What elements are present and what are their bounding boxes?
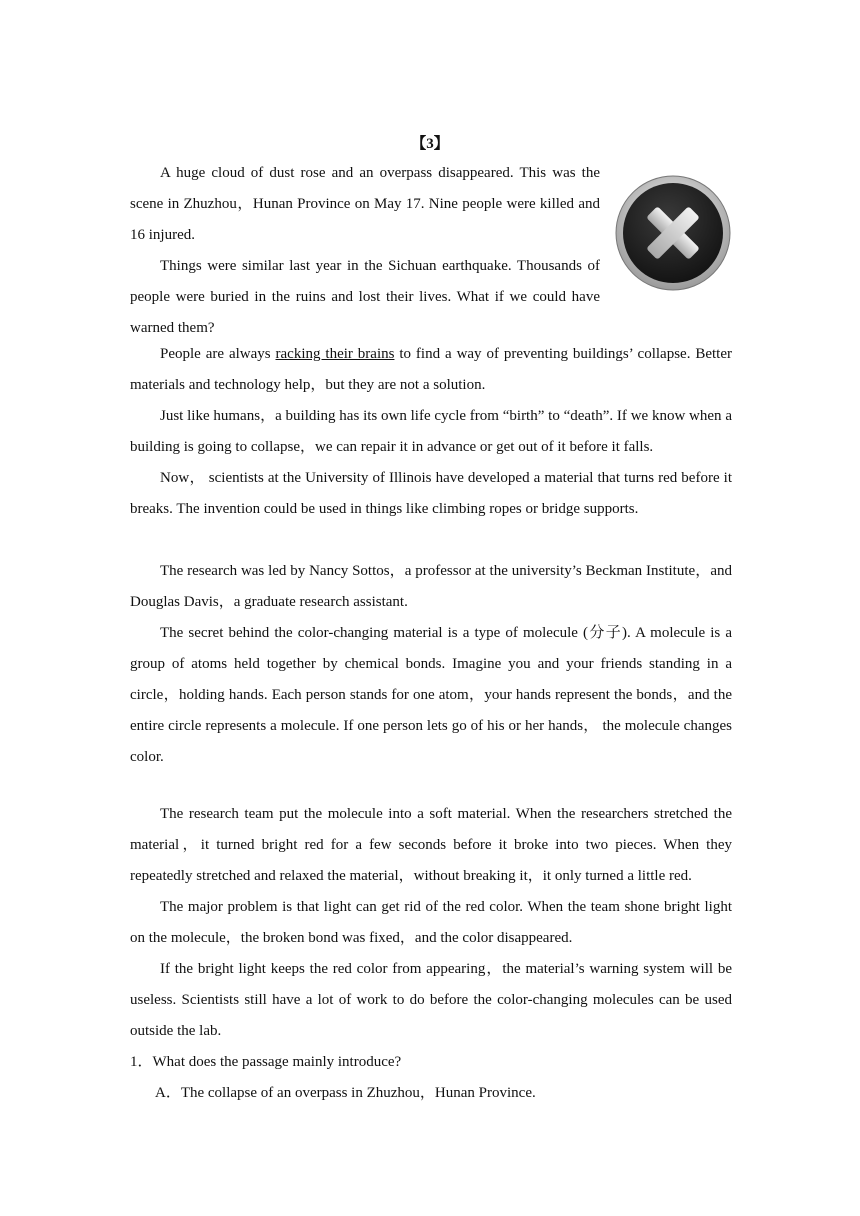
paragraph-9: The major problem is that light can get rid of the red color. When the team shone bright light on the molecule，the broken bond was fixed，and the color disappeared. [130,899,732,946]
paragraph-2: Things were similar last year in the Sichuan earthquake. Thousands of people were buried in the ruins and lost their lives. What if we could have warned them? [130,258,600,336]
paragraph-7: The secret behind the color-changing material is a type of molecule (分子). A molecule is a group of atoms held together by chemical bonds. Imagine you and your friends standing in a circle，holding hands. Each person stands for one atom，your hands represent the bonds，and the entire circle represents a molecule. If one person lets go of his or her hands， the molecule changes color. [130,625,732,765]
paragraph-1: A huge cloud of dust rose and an overpass disappeared. This was the scene in Zhuzhou，Hunan Province on May 17. Nine people were killed and 16 injured. [130,165,600,243]
question-1-option-a: A．The collapse of an overpass in Zhuzhou，Hunan Province. [155,1085,536,1101]
underlined-phrase: racking their brains [275,346,395,362]
paragraph-6: The research was led by Nancy Sottos，a professor at the university’s Beckman Institute，and Douglas Davis，a graduate research assistant. [130,563,732,610]
section-heading: 【3】 [411,136,449,152]
broken-image-x-icon [614,174,732,292]
paragraph-5: Now， scientists at the University of Illinois have developed a material that turns red before it breaks. The invention could be used in things like climbing ropes or bridge supports. [130,470,732,517]
paragraph-10: If the bright light keeps the red color from appearing，the material’s warning system will be useless. Scientists still have a lot of work to do before the color-changing molecules can be used outside the lab. [130,961,732,1039]
paragraph-3: People are always racking their brains to find a way of preventing buildings’ collapse. Better materials and technology help，but they are not a solution. [130,346,732,393]
paragraph-8: The research team put the molecule into a soft material. When the researchers stretched the material，it turned bright red for a few seconds before it broke into two pieces. When they repeatedly stretched and relaxed the material，without breaking it，it only turned a little red. [130,806,732,884]
question-1: 1．What does the passage mainly introduce? [130,1054,402,1070]
paragraph-4: Just like humans，a building has its own life cycle from “birth” to “death”. If we know when a building is going to collapse，we can repair it in advance or get out of it before it falls. [130,408,732,455]
